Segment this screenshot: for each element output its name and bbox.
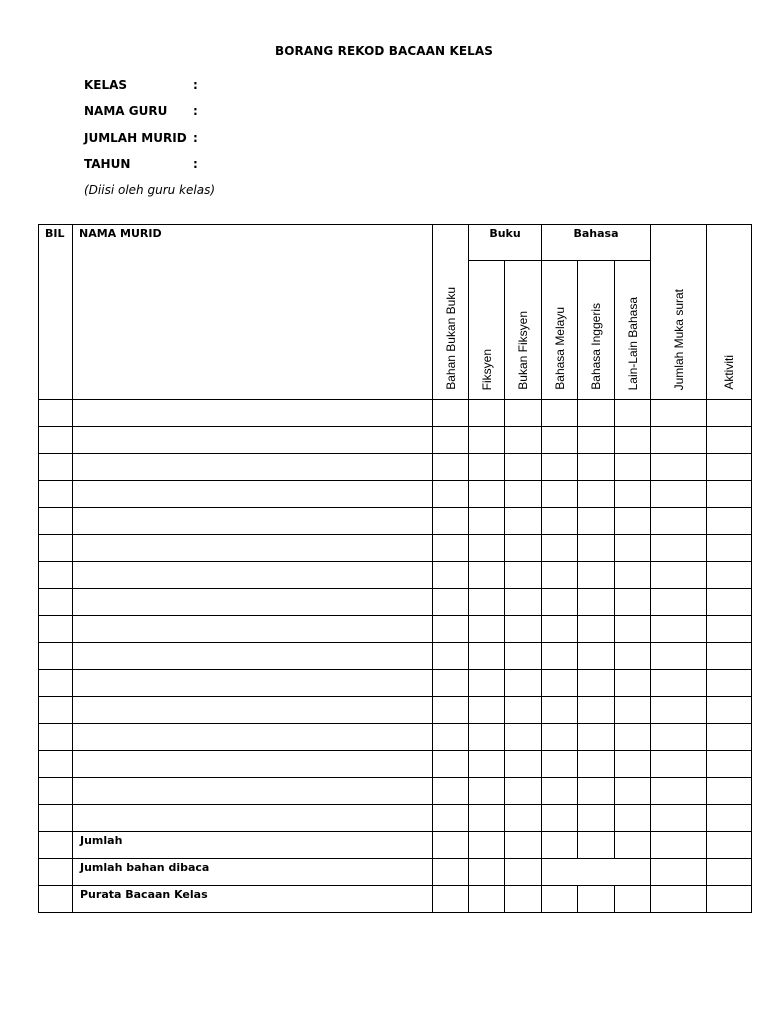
table-cell[interactable] bbox=[578, 508, 615, 535]
header-group-bahasa: Bahasa bbox=[542, 225, 651, 261]
table-cell[interactable] bbox=[578, 454, 615, 481]
table-cell[interactable] bbox=[505, 616, 542, 643]
table-cell[interactable] bbox=[707, 400, 752, 427]
field-label-nama-guru: NAMA GURU bbox=[84, 104, 168, 118]
table-row bbox=[39, 427, 752, 454]
table-row bbox=[39, 508, 752, 535]
header-nama-murid: NAMA MURID bbox=[73, 225, 433, 400]
table-cell[interactable] bbox=[651, 778, 707, 805]
table-cell[interactable] bbox=[615, 670, 651, 697]
table-cell[interactable] bbox=[651, 481, 707, 508]
table-cell[interactable] bbox=[651, 616, 707, 643]
table-cell[interactable] bbox=[469, 616, 505, 643]
table-cell[interactable] bbox=[707, 859, 752, 886]
header-aktiviti: Aktiviti bbox=[707, 225, 752, 400]
table-cell[interactable] bbox=[615, 643, 651, 670]
table-cell[interactable] bbox=[651, 859, 707, 886]
table-cell[interactable] bbox=[651, 562, 707, 589]
table-cell[interactable] bbox=[615, 454, 651, 481]
table-cell[interactable] bbox=[542, 778, 578, 805]
table-cell[interactable] bbox=[433, 697, 469, 724]
table-cell[interactable] bbox=[707, 805, 752, 832]
table-cell[interactable] bbox=[433, 778, 469, 805]
table-cell[interactable] bbox=[469, 508, 505, 535]
table-cell[interactable] bbox=[73, 697, 433, 724]
field-label-jumlah-murid: JUMLAH MURID bbox=[84, 131, 187, 145]
table-cell[interactable] bbox=[578, 589, 615, 616]
table-cell[interactable] bbox=[651, 670, 707, 697]
table-cell[interactable] bbox=[505, 832, 542, 859]
table-row bbox=[39, 670, 752, 697]
table-row bbox=[39, 589, 752, 616]
table-cell[interactable] bbox=[433, 643, 469, 670]
table-body bbox=[39, 400, 752, 832]
table-cell[interactable] bbox=[469, 778, 505, 805]
table-row bbox=[39, 454, 752, 481]
table-cell[interactable] bbox=[651, 508, 707, 535]
table-cell[interactable] bbox=[39, 454, 73, 481]
form-note: (Diisi oleh guru kelas) bbox=[84, 183, 215, 197]
table-cell[interactable] bbox=[542, 454, 578, 481]
table-cell[interactable] bbox=[39, 535, 73, 562]
table-row bbox=[39, 400, 752, 427]
table-cell[interactable] bbox=[433, 670, 469, 697]
table-cell[interactable] bbox=[73, 481, 433, 508]
table-cell[interactable] bbox=[707, 724, 752, 751]
table-cell[interactable] bbox=[73, 562, 433, 589]
table-cell[interactable] bbox=[542, 670, 578, 697]
header-jumlah-muka-surat: Jumlah Muka surat bbox=[651, 225, 707, 400]
table-cell[interactable] bbox=[505, 481, 542, 508]
table-cell[interactable] bbox=[651, 886, 707, 913]
table-cell[interactable] bbox=[578, 616, 615, 643]
table-cell[interactable] bbox=[615, 481, 651, 508]
table-cell[interactable] bbox=[707, 589, 752, 616]
table-cell[interactable] bbox=[542, 724, 578, 751]
table-cell[interactable] bbox=[505, 724, 542, 751]
table-cell[interactable] bbox=[469, 859, 505, 886]
table-row bbox=[39, 481, 752, 508]
table-cell[interactable] bbox=[542, 886, 578, 913]
table-cell[interactable] bbox=[707, 616, 752, 643]
table-cell-merged[interactable] bbox=[542, 859, 651, 886]
field-colon: : bbox=[193, 78, 198, 92]
field-label-kelas: KELAS bbox=[84, 78, 128, 92]
table-cell[interactable] bbox=[73, 589, 433, 616]
table-cell[interactable] bbox=[707, 643, 752, 670]
field-colon: : bbox=[193, 131, 198, 145]
table-cell[interactable] bbox=[469, 643, 505, 670]
table-cell[interactable] bbox=[578, 670, 615, 697]
table-cell[interactable] bbox=[433, 859, 469, 886]
table-cell[interactable] bbox=[542, 400, 578, 427]
table-cell[interactable] bbox=[39, 697, 73, 724]
table-cell[interactable] bbox=[542, 697, 578, 724]
table-cell[interactable] bbox=[542, 508, 578, 535]
table-cell[interactable] bbox=[433, 751, 469, 778]
header-bil: BIL bbox=[39, 225, 73, 400]
table-cell[interactable] bbox=[505, 643, 542, 670]
table-cell[interactable] bbox=[615, 805, 651, 832]
table-cell[interactable] bbox=[651, 697, 707, 724]
table-cell[interactable] bbox=[615, 751, 651, 778]
table-cell[interactable] bbox=[39, 751, 73, 778]
table-cell[interactable] bbox=[578, 481, 615, 508]
table-cell[interactable] bbox=[505, 697, 542, 724]
table-cell[interactable] bbox=[433, 535, 469, 562]
table-cell[interactable] bbox=[469, 697, 505, 724]
table-cell[interactable] bbox=[707, 562, 752, 589]
table-cell[interactable] bbox=[707, 454, 752, 481]
table-cell[interactable] bbox=[651, 724, 707, 751]
table-cell[interactable] bbox=[707, 535, 752, 562]
table-cell[interactable] bbox=[615, 697, 651, 724]
table-cell[interactable] bbox=[578, 805, 615, 832]
table-cell[interactable] bbox=[469, 400, 505, 427]
table-cell[interactable] bbox=[39, 670, 73, 697]
table-row bbox=[39, 778, 752, 805]
table-cell[interactable] bbox=[505, 805, 542, 832]
table-row bbox=[39, 535, 752, 562]
table-cell[interactable] bbox=[469, 589, 505, 616]
table-cell[interactable] bbox=[615, 427, 651, 454]
table-cell[interactable] bbox=[707, 427, 752, 454]
table-row bbox=[39, 562, 752, 589]
table-cell[interactable] bbox=[39, 778, 73, 805]
table-cell[interactable] bbox=[505, 427, 542, 454]
table-cell[interactable] bbox=[39, 805, 73, 832]
table-cell[interactable] bbox=[39, 886, 73, 913]
table-cell[interactable] bbox=[651, 535, 707, 562]
table-cell[interactable] bbox=[707, 697, 752, 724]
table-cell[interactable] bbox=[651, 589, 707, 616]
table-cell[interactable] bbox=[505, 535, 542, 562]
table-cell[interactable] bbox=[73, 670, 433, 697]
table-cell[interactable] bbox=[469, 832, 505, 859]
table-cell[interactable] bbox=[73, 805, 433, 832]
table-cell[interactable] bbox=[73, 751, 433, 778]
table-row bbox=[39, 751, 752, 778]
table-cell[interactable] bbox=[578, 427, 615, 454]
table-cell[interactable] bbox=[73, 778, 433, 805]
table-cell[interactable] bbox=[651, 454, 707, 481]
table-cell[interactable] bbox=[505, 751, 542, 778]
table-cell[interactable] bbox=[469, 535, 505, 562]
table-cell[interactable] bbox=[578, 778, 615, 805]
table-cell[interactable] bbox=[578, 697, 615, 724]
table-cell[interactable] bbox=[542, 535, 578, 562]
table-row bbox=[39, 643, 752, 670]
table-cell[interactable] bbox=[651, 805, 707, 832]
table-cell[interactable] bbox=[651, 751, 707, 778]
table-cell[interactable] bbox=[505, 562, 542, 589]
table-cell[interactable] bbox=[651, 643, 707, 670]
table-cell[interactable] bbox=[707, 670, 752, 697]
table-cell[interactable] bbox=[469, 562, 505, 589]
table-row bbox=[39, 697, 752, 724]
table-cell[interactable] bbox=[578, 751, 615, 778]
table-cell[interactable] bbox=[469, 751, 505, 778]
table-cell[interactable] bbox=[707, 778, 752, 805]
table-cell[interactable] bbox=[505, 589, 542, 616]
table-cell[interactable] bbox=[578, 886, 615, 913]
table-cell[interactable] bbox=[615, 535, 651, 562]
table-cell[interactable] bbox=[505, 400, 542, 427]
table-cell[interactable] bbox=[433, 454, 469, 481]
table-cell[interactable] bbox=[469, 805, 505, 832]
table-cell[interactable] bbox=[615, 400, 651, 427]
table-cell[interactable] bbox=[542, 481, 578, 508]
table-cell[interactable] bbox=[433, 481, 469, 508]
table-cell[interactable] bbox=[433, 562, 469, 589]
footer-label-jumlah-bahan: Jumlah bahan dibaca bbox=[73, 859, 433, 886]
field-label-tahun: TAHUN bbox=[84, 157, 131, 171]
table-cell[interactable] bbox=[469, 670, 505, 697]
table-cell[interactable] bbox=[469, 481, 505, 508]
table-cell[interactable] bbox=[615, 886, 651, 913]
table-cell[interactable] bbox=[542, 589, 578, 616]
reading-record-table bbox=[38, 224, 752, 913]
table-cell[interactable] bbox=[505, 670, 542, 697]
table-cell[interactable] bbox=[615, 616, 651, 643]
table-cell[interactable] bbox=[615, 778, 651, 805]
table-cell[interactable] bbox=[615, 724, 651, 751]
table-cell[interactable] bbox=[542, 643, 578, 670]
footer-row-purata bbox=[39, 886, 752, 913]
footer-label-jumlah: Jumlah bbox=[73, 832, 433, 859]
table-cell[interactable] bbox=[39, 562, 73, 589]
header-group-buku: Buku bbox=[469, 225, 542, 261]
table-cell[interactable] bbox=[433, 427, 469, 454]
table-cell[interactable] bbox=[651, 400, 707, 427]
table-cell[interactable] bbox=[578, 832, 615, 859]
table-cell[interactable] bbox=[39, 427, 73, 454]
table-cell[interactable] bbox=[578, 400, 615, 427]
field-colon: : bbox=[193, 104, 198, 118]
table-cell[interactable] bbox=[433, 886, 469, 913]
field-colon: : bbox=[193, 157, 198, 171]
table-cell[interactable] bbox=[505, 778, 542, 805]
table-cell[interactable] bbox=[39, 589, 73, 616]
table-cell[interactable] bbox=[73, 643, 433, 670]
table-cell[interactable] bbox=[578, 535, 615, 562]
table-cell[interactable] bbox=[651, 832, 707, 859]
table-cell[interactable] bbox=[542, 751, 578, 778]
table-cell[interactable] bbox=[707, 481, 752, 508]
table-cell[interactable] bbox=[39, 859, 73, 886]
table-cell[interactable] bbox=[73, 400, 433, 427]
table-cell[interactable] bbox=[469, 886, 505, 913]
table-cell[interactable] bbox=[542, 616, 578, 643]
table-cell[interactable] bbox=[39, 832, 73, 859]
table-cell[interactable] bbox=[433, 805, 469, 832]
table-cell[interactable] bbox=[469, 454, 505, 481]
table-cell[interactable] bbox=[615, 589, 651, 616]
table-cell[interactable] bbox=[615, 508, 651, 535]
table-cell[interactable] bbox=[578, 724, 615, 751]
table-row bbox=[39, 616, 752, 643]
table-cell[interactable] bbox=[542, 562, 578, 589]
table-cell[interactable] bbox=[505, 886, 542, 913]
table-cell[interactable] bbox=[433, 832, 469, 859]
table-cell[interactable] bbox=[433, 508, 469, 535]
table-cell[interactable] bbox=[505, 859, 542, 886]
table-row bbox=[39, 724, 752, 751]
table-cell[interactable] bbox=[707, 832, 752, 859]
table-cell[interactable] bbox=[707, 508, 752, 535]
table-cell[interactable] bbox=[651, 427, 707, 454]
table-cell[interactable] bbox=[39, 643, 73, 670]
table-cell[interactable] bbox=[39, 400, 73, 427]
table-cell[interactable] bbox=[433, 400, 469, 427]
header-row-top bbox=[39, 225, 752, 261]
table-cell[interactable] bbox=[73, 454, 433, 481]
header-fiksyen: Fiksyen bbox=[469, 261, 505, 400]
table-cell[interactable] bbox=[615, 562, 651, 589]
table-cell[interactable] bbox=[73, 535, 433, 562]
footer-row-jumlah-bahan bbox=[39, 859, 752, 886]
table-cell[interactable] bbox=[39, 508, 73, 535]
table-row bbox=[39, 805, 752, 832]
table-cell[interactable] bbox=[469, 427, 505, 454]
header-bahasa-inggeris: Bahasa Inggeris bbox=[578, 261, 615, 400]
table-cell[interactable] bbox=[433, 616, 469, 643]
header-bahasa-melayu: Bahasa Melayu bbox=[542, 261, 578, 400]
table-cell[interactable] bbox=[73, 724, 433, 751]
table-cell[interactable] bbox=[73, 616, 433, 643]
table-cell[interactable] bbox=[542, 832, 578, 859]
footer-row-jumlah bbox=[39, 832, 752, 859]
form-title: BORANG REKOD BACAAN KELAS bbox=[274, 44, 494, 58]
table-cell[interactable] bbox=[73, 508, 433, 535]
table-cell[interactable] bbox=[615, 832, 651, 859]
table-cell[interactable] bbox=[433, 724, 469, 751]
header-bahan-bukan-buku: Bahan Bukan Buku bbox=[433, 225, 469, 400]
table-cell[interactable] bbox=[542, 427, 578, 454]
table-cell[interactable] bbox=[39, 481, 73, 508]
header-bukan-fiksyen: Bukan Fiksyen bbox=[505, 261, 542, 400]
table-cell[interactable] bbox=[39, 724, 73, 751]
table-cell[interactable] bbox=[433, 589, 469, 616]
table-cell[interactable] bbox=[469, 724, 505, 751]
header-lain-lain-bahasa: Lain-Lain Bahasa bbox=[615, 261, 651, 400]
table-cell[interactable] bbox=[39, 616, 73, 643]
table-cell[interactable] bbox=[578, 562, 615, 589]
table-cell[interactable] bbox=[542, 805, 578, 832]
table-cell[interactable] bbox=[505, 454, 542, 481]
footer-label-purata: Purata Bacaan Kelas bbox=[73, 886, 433, 913]
table-cell[interactable] bbox=[578, 643, 615, 670]
table-cell[interactable] bbox=[505, 508, 542, 535]
table-cell[interactable] bbox=[707, 886, 752, 913]
table-cell[interactable] bbox=[707, 751, 752, 778]
table-cell[interactable] bbox=[73, 427, 433, 454]
